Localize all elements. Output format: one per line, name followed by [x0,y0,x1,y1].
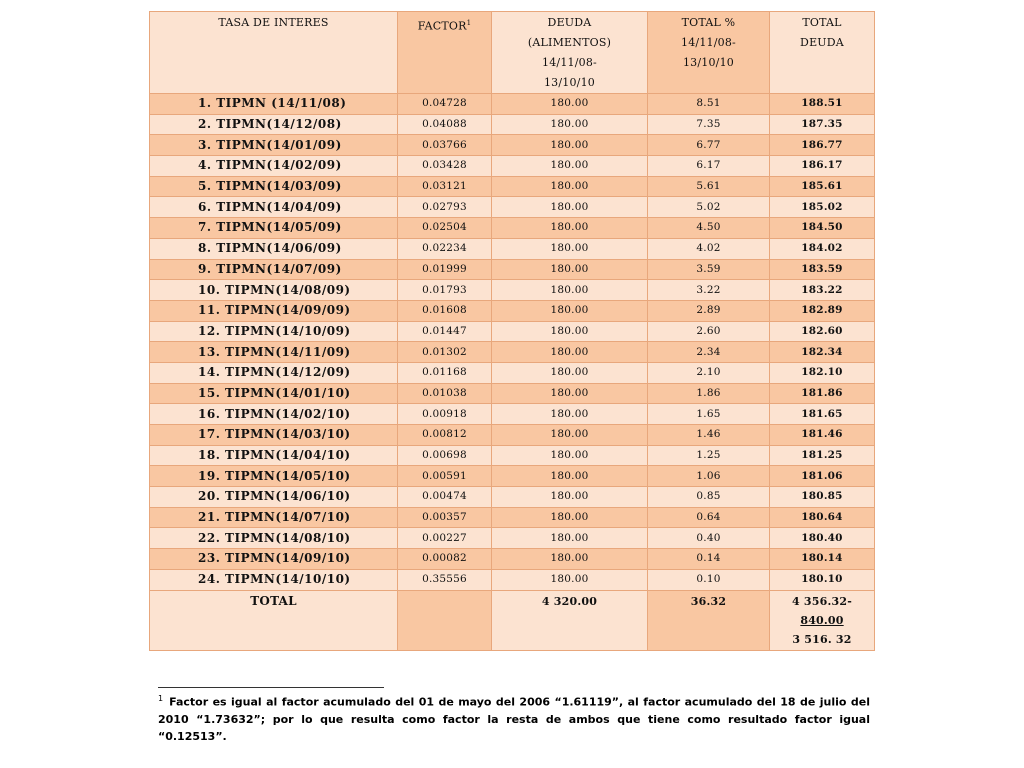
pct-value: 4.02 [648,238,770,259]
header-deuda: DEUDA (ALIMENTOS) 14/11/08- 13/10/10 [492,12,648,94]
interest-debt-table [149,11,875,651]
table-row [150,383,875,404]
rate-name: 16. TIPMN(14/02/10) [150,404,398,425]
deuda-value: 180.00 [492,507,648,528]
factor-value: 0.01999 [398,259,492,280]
deuda-value: 180.00 [492,321,648,342]
table-row [150,549,875,570]
rate-name: 12. TIPMN(14/10/09) [150,321,398,342]
total-value: 182.60 [770,321,875,342]
total-value: 182.34 [770,342,875,363]
header-total-deuda: TOTAL DEUDA [770,12,875,94]
factor-value: 0.04728 [398,94,492,115]
pct-value: 3.59 [648,259,770,280]
pct-value: 4.50 [648,218,770,239]
totals-label: TOTAL [150,590,398,650]
factor-value: 0.00812 [398,425,492,446]
pct-value: 6.17 [648,156,770,177]
total-value: 180.64 [770,507,875,528]
deuda-value: 180.00 [492,445,648,466]
deuda-value: 180.00 [492,259,648,280]
deuda-value: 180.00 [492,404,648,425]
pct-value: 5.61 [648,176,770,197]
total-value: 184.02 [770,238,875,259]
table-row [150,569,875,590]
rate-name: 1. TIPMN (14/11/08) [150,94,398,115]
deuda-value: 180.00 [492,425,648,446]
factor-value: 0.02504 [398,218,492,239]
factor-value: 0.00698 [398,445,492,466]
deuda-value: 180.00 [492,569,648,590]
total-value: 183.22 [770,280,875,301]
factor-value: 0.03121 [398,176,492,197]
table-row [150,362,875,383]
table-row [150,507,875,528]
pct-value: 3.22 [648,280,770,301]
deuda-value: 180.00 [492,300,648,321]
factor-value: 0.00357 [398,507,492,528]
footnote-mark: 1 [158,694,164,703]
factor-value: 0.00227 [398,528,492,549]
total-value: 182.89 [770,300,875,321]
total-value: 183.59 [770,259,875,280]
table-row [150,528,875,549]
table-row [150,404,875,425]
deuda-value: 180.00 [492,528,648,549]
pct-value: 1.06 [648,466,770,487]
total-value: 188.51 [770,94,875,115]
total-value: 186.17 [770,156,875,177]
rate-name: 9. TIPMN(14/07/09) [150,259,398,280]
rate-name: 21. TIPMN(14/07/10) [150,507,398,528]
rate-name: 20. TIPMN(14/06/10) [150,487,398,508]
rate-name: 19. TIPMN(14/05/10) [150,466,398,487]
total-value: 181.06 [770,466,875,487]
factor-value: 0.01608 [398,300,492,321]
factor-value: 0.03766 [398,135,492,156]
factor-value: 0.01168 [398,362,492,383]
rate-name: 14. TIPMN(14/12/09) [150,362,398,383]
pct-value: 0.10 [648,569,770,590]
totals-row [150,590,875,650]
table-row [150,487,875,508]
table-row [150,156,875,177]
table-row [150,321,875,342]
rate-name: 15. TIPMN(14/01/10) [150,383,398,404]
table-row [150,114,875,135]
rate-name: 4. TIPMN(14/02/09) [150,156,398,177]
pct-value: 1.65 [648,404,770,425]
factor-value: 0.35556 [398,569,492,590]
header-total-pct: TOTAL % 14/11/08- 13/10/10 [648,12,770,94]
deuda-value: 180.00 [492,466,648,487]
footnote-ref[interactable]: 1 [466,19,472,27]
total-value: 181.46 [770,425,875,446]
factor-value: 0.01447 [398,321,492,342]
factor-value: 0.04088 [398,114,492,135]
totals-factor [398,590,492,650]
pct-value: 0.40 [648,528,770,549]
table-row [150,176,875,197]
rate-name: 18. TIPMN(14/04/10) [150,445,398,466]
header-factor: FACTOR$^1$ [398,12,492,94]
pct-value: 7.35 [648,114,770,135]
deuda-value: 180.00 [492,218,648,239]
deuda-value: 180.00 [492,238,648,259]
factor-value: 0.02234 [398,238,492,259]
deuda-value: 180.00 [492,383,648,404]
table-row [150,197,875,218]
deuda-value: 180.00 [492,280,648,301]
deuda-value: 180.00 [492,176,648,197]
total-value: 185.02 [770,197,875,218]
total-value: 186.77 [770,135,875,156]
footnote-rule [158,687,384,688]
total-value: 180.40 [770,528,875,549]
total-value: 180.14 [770,549,875,570]
rate-name: 2. TIPMN(14/12/08) [150,114,398,135]
deuda-value: 180.00 [492,362,648,383]
footnote-text: Factor es igual al factor acumulado del 01 de mayo del 2006 “1.61119”, al factor acumulado del 18 de julio del 2010 “1.73632”; por lo que resulta como factor la resta de ambos que tiene como resultado factor igual “0.12513”. [158,695,870,743]
total-value: 180.85 [770,487,875,508]
total-value: 187.35 [770,114,875,135]
pct-value: 5.02 [648,197,770,218]
deuda-value: 180.00 [492,94,648,115]
table-row [150,218,875,239]
factor-value: 0.00082 [398,549,492,570]
rate-name: 17. TIPMN(14/03/10) [150,425,398,446]
totals-pct: 36.32 [648,590,770,650]
total-value: 185.61 [770,176,875,197]
totals-total-deuda: 4 356.32- 840.00 3 516. 32 [770,590,875,650]
table-row [150,238,875,259]
factor-value: 0.01038 [398,383,492,404]
pct-value: 2.10 [648,362,770,383]
pct-value: 0.14 [648,549,770,570]
rate-name: 7. TIPMN(14/05/09) [150,218,398,239]
pct-value: 1.86 [648,383,770,404]
factor-value: 0.02793 [398,197,492,218]
footnote [158,690,870,745]
rate-name: 11. TIPMN(14/09/09) [150,300,398,321]
factor-value: 0.00474 [398,487,492,508]
pct-value: 1.25 [648,445,770,466]
table-row [150,259,875,280]
factor-value: 0.03428 [398,156,492,177]
rate-name: 10. TIPMN(14/08/09) [150,280,398,301]
factor-value: 0.01793 [398,280,492,301]
rate-name: 24. TIPMN(14/10/10) [150,569,398,590]
deuda-value: 180.00 [492,487,648,508]
table-row [150,445,875,466]
pct-value: 2.34 [648,342,770,363]
total-value: 182.10 [770,362,875,383]
rate-name: 22. TIPMN(14/08/10) [150,528,398,549]
pct-value: 8.51 [648,94,770,115]
deuda-value: 180.00 [492,156,648,177]
deuda-value: 180.00 [492,135,648,156]
total-value: 181.65 [770,404,875,425]
deuda-value: 180.00 [492,197,648,218]
pct-value: 2.89 [648,300,770,321]
table-row [150,135,875,156]
deuda-value: 180.00 [492,114,648,135]
table-row [150,342,875,363]
pct-value: 0.64 [648,507,770,528]
factor-value: 0.00591 [398,466,492,487]
rate-name: 6. TIPMN(14/04/09) [150,197,398,218]
pct-value: 6.77 [648,135,770,156]
table-row [150,280,875,301]
rate-name: 8. TIPMN(14/06/09) [150,238,398,259]
rate-name: 5. TIPMN(14/03/09) [150,176,398,197]
total-value: 181.25 [770,445,875,466]
totals-deuda: 4 320.00 [492,590,648,650]
table-row [150,425,875,446]
table-header-row [150,12,875,94]
factor-value: 0.00918 [398,404,492,425]
rate-name: 3. TIPMN(14/01/09) [150,135,398,156]
rate-name: 23. TIPMN(14/09/10) [150,549,398,570]
deuda-value: 180.00 [492,342,648,363]
pct-value: 2.60 [648,321,770,342]
header-tasa: TASA DE INTERES [150,12,398,94]
factor-value: 0.01302 [398,342,492,363]
pct-value: 0.85 [648,487,770,508]
table-row [150,466,875,487]
rate-name: 13. TIPMN(14/11/09) [150,342,398,363]
table-row [150,300,875,321]
total-value: 181.86 [770,383,875,404]
table-row [150,94,875,115]
deuda-value: 180.00 [492,549,648,570]
table-body [150,94,875,591]
total-value: 180.10 [770,569,875,590]
pct-value: 1.46 [648,425,770,446]
total-value: 184.50 [770,218,875,239]
